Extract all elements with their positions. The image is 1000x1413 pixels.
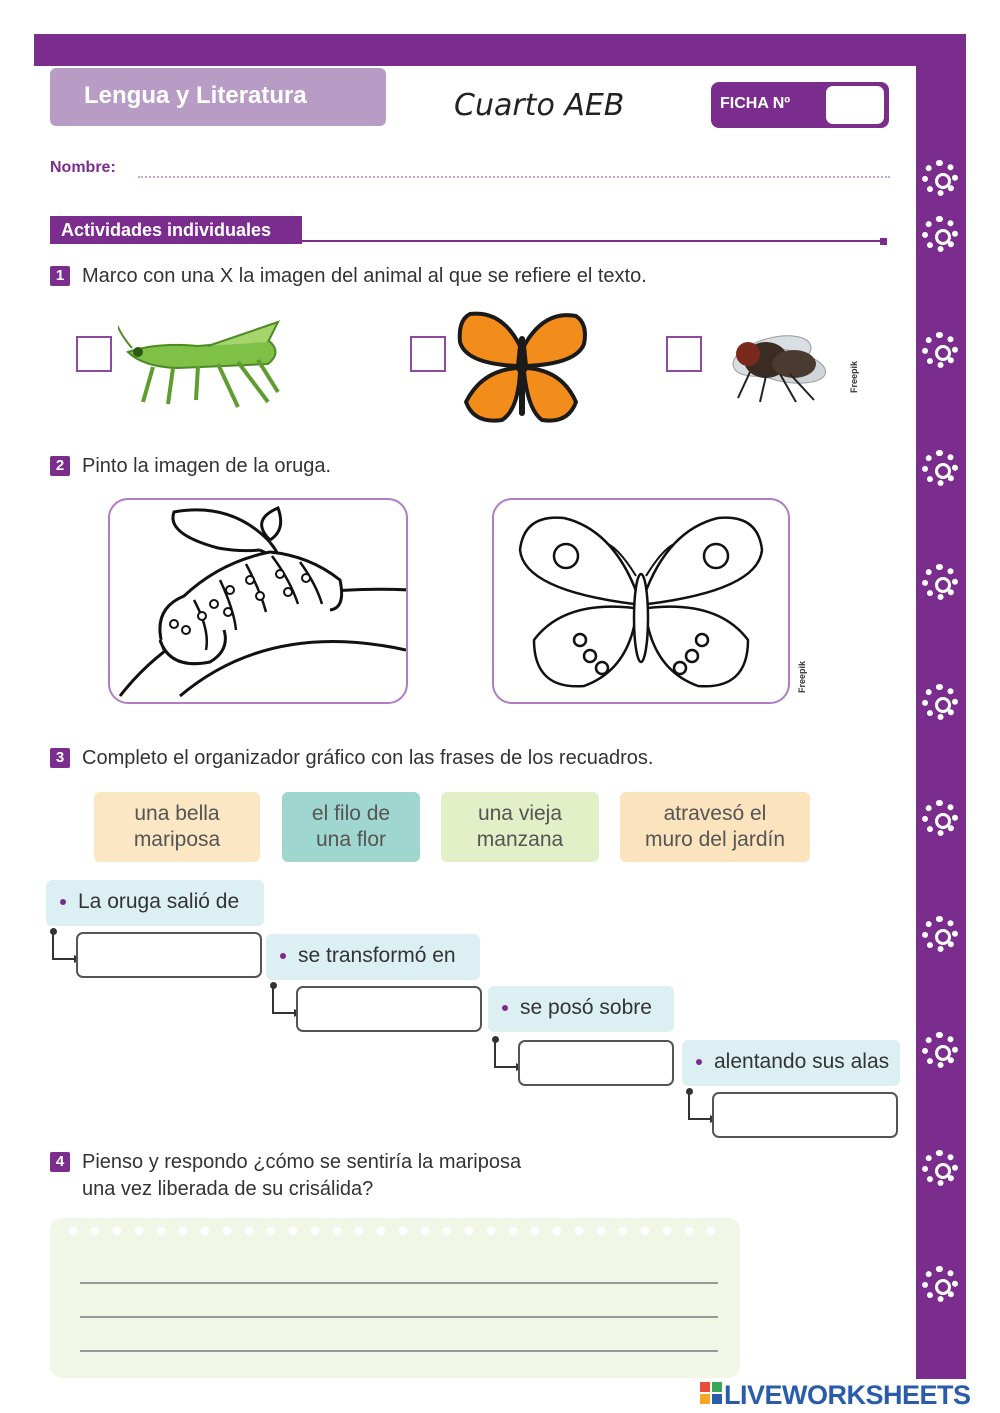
bullet-icon	[502, 1005, 508, 1011]
organizer-stage	[46, 880, 264, 926]
phrase-chip[interactable]: una bella mariposa	[94, 792, 260, 862]
gear-icon	[922, 332, 958, 368]
section-title: Actividades individuales	[50, 216, 302, 244]
bullet-icon	[696, 1059, 702, 1065]
bullet-icon	[280, 953, 286, 959]
answer-drop-box[interactable]	[518, 1040, 674, 1086]
answer-drop-box[interactable]	[296, 986, 482, 1032]
organizer-stage	[488, 986, 674, 1032]
caterpillar-frame[interactable]	[108, 498, 408, 704]
grasshopper-image	[118, 312, 288, 412]
butterfly-outline-frame[interactable]	[492, 498, 790, 704]
grade-label: Cuarto AEB	[454, 88, 625, 123]
name-label: Nombre:	[50, 159, 116, 176]
gear-icon	[922, 564, 958, 600]
question-text-line1: Pienso y respondo ¿cómo se sentiría la mariposa	[82, 1151, 522, 1173]
image-credit: Freepik	[849, 360, 860, 394]
stage-label: alentando sus alas	[714, 1050, 890, 1073]
arrow-icon	[272, 986, 296, 1014]
section-divider-end	[880, 238, 887, 245]
question-text: Completo el organizador gráfico con las frases de los recuadros.	[82, 747, 654, 769]
ficha-label: FICHA Nº	[720, 95, 791, 112]
liveworksheets-brand[interactable]: LIVEWORKSHEETS	[724, 1380, 971, 1410]
answer-drop-box[interactable]	[712, 1092, 898, 1138]
arrow-icon	[688, 1092, 712, 1120]
notebook-dots	[62, 1226, 722, 1236]
writing-line[interactable]	[80, 1350, 718, 1352]
question-text: Pinto la imagen de la oruga.	[82, 455, 332, 477]
section-divider	[300, 240, 886, 242]
gear-icon	[922, 216, 958, 252]
name-field[interactable]	[138, 176, 890, 178]
gear-icon	[922, 1032, 958, 1068]
liveworksheets-logo-icon	[700, 1382, 722, 1406]
organizer-stage	[266, 934, 480, 980]
question-number: 4	[50, 1152, 70, 1172]
organizer-stage	[682, 1040, 900, 1086]
gear-icon	[922, 800, 958, 836]
option-checkbox[interactable]	[666, 336, 702, 372]
gear-icon	[922, 450, 958, 486]
arrow-icon	[494, 1040, 518, 1068]
fly-image	[710, 310, 850, 410]
writing-line[interactable]	[80, 1282, 718, 1284]
caterpillar-drawing	[110, 500, 406, 702]
writing-line[interactable]	[80, 1316, 718, 1318]
stage-label: La oruga salió de	[78, 890, 240, 913]
answer-drop-box[interactable]	[76, 932, 262, 978]
bullet-icon	[60, 899, 66, 905]
top-border-bar	[34, 34, 966, 66]
gear-icon	[922, 916, 958, 952]
question-text-line2: una vez liberada de su crisálida?	[82, 1178, 374, 1200]
question-number: 3	[50, 748, 70, 768]
stage-label: se transformó en	[298, 944, 456, 967]
phrase-chip[interactable]: atravesó el muro del jardín	[620, 792, 810, 862]
question-number: 1	[50, 266, 70, 286]
gear-icon	[922, 1266, 958, 1302]
phrase-chip[interactable]: el filo de una flor	[282, 792, 420, 862]
arrow-icon	[52, 932, 76, 960]
subject-title: Lengua y Literatura	[50, 68, 386, 126]
question-text: Marco con una X la imagen del animal al que se refiere el texto.	[82, 265, 647, 287]
stage-label: se posó sobre	[520, 996, 652, 1019]
gear-icon	[922, 1150, 958, 1186]
butterfly-outline-drawing	[494, 500, 788, 702]
question-number: 2	[50, 456, 70, 476]
answer-area[interactable]	[50, 1218, 740, 1378]
phrase-chip[interactable]: una vieja manzana	[441, 792, 599, 862]
butterfly-image	[452, 306, 592, 430]
gear-icon	[922, 684, 958, 720]
option-checkbox[interactable]	[410, 336, 446, 372]
image-credit: Freepik	[797, 660, 808, 694]
option-checkbox[interactable]	[76, 336, 112, 372]
gear-icon	[922, 160, 958, 196]
ficha-number-field[interactable]	[826, 86, 884, 124]
